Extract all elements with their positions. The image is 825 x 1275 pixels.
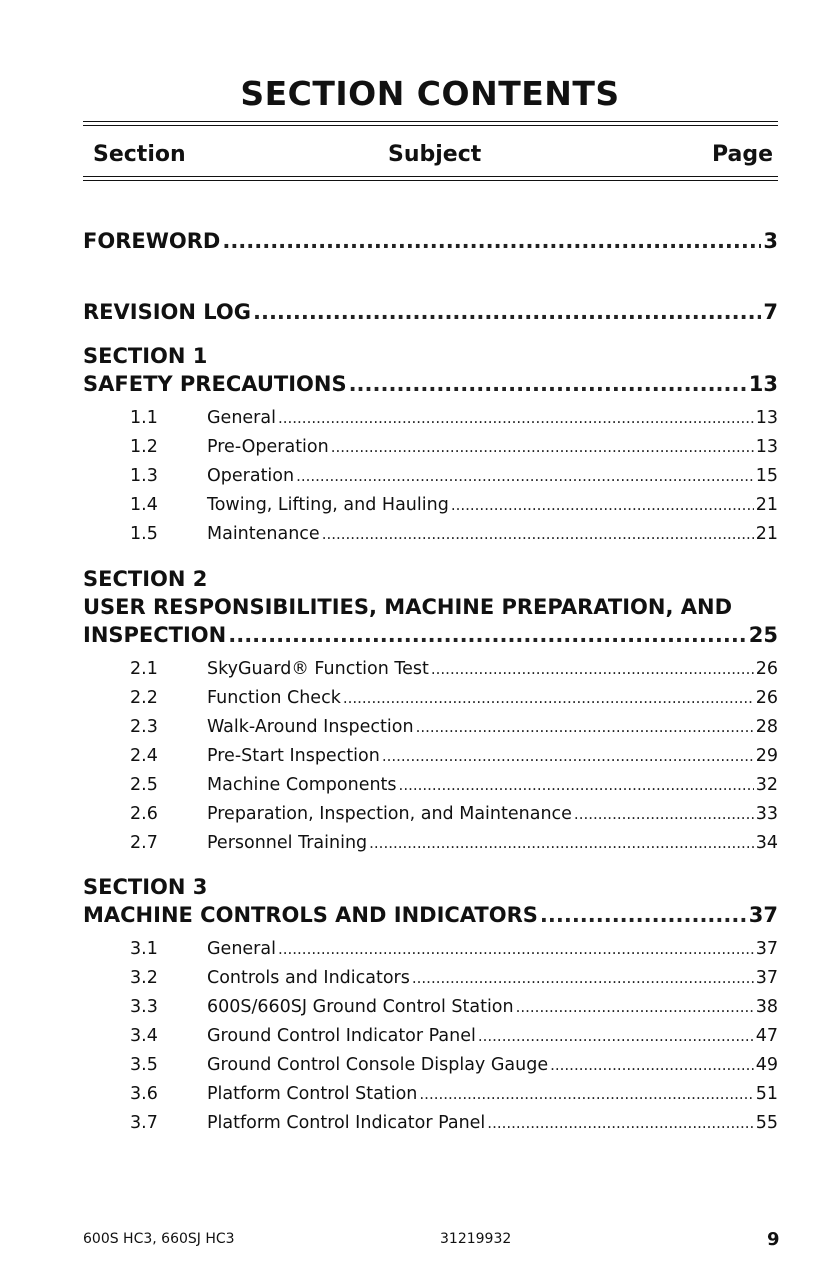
subentry-label: Controls and Indicators <box>207 968 410 988</box>
toc-page-number: 25 <box>748 623 778 647</box>
toc-subentry[interactable] <box>83 935 778 964</box>
toc-subentry[interactable] <box>83 684 778 713</box>
toc-page-number: 3 <box>763 229 778 253</box>
toc-subentry[interactable] <box>83 1109 778 1138</box>
dot-leader <box>296 462 754 491</box>
subentry-label: SkyGuard® Function Test <box>207 659 429 679</box>
subentry-number: 1.3 <box>130 466 158 486</box>
subentry-number: 1.5 <box>130 524 158 544</box>
toc-subentry[interactable] <box>83 800 778 829</box>
dot-leader <box>478 1022 754 1051</box>
toc-subentry[interactable] <box>83 655 778 684</box>
toc-section-3 <box>83 873 778 1138</box>
toc-subentry[interactable] <box>83 520 778 549</box>
section-heading: SECTION 2 <box>83 567 208 591</box>
section-heading: SECTION 1 <box>83 344 208 368</box>
dot-leader <box>322 520 754 549</box>
dot-leader <box>228 621 747 649</box>
footer-models: 600S HC3, 660SJ HC3 <box>83 1231 235 1247</box>
subentry-page: 33 <box>755 804 778 824</box>
dot-leader <box>416 713 754 742</box>
subentry-number: 3.3 <box>130 997 158 1017</box>
subentry-label: Ground Control Indicator Panel <box>207 1026 476 1046</box>
dot-leader <box>278 935 754 964</box>
subentry-number: 3.1 <box>130 939 158 959</box>
toc-subentry[interactable] <box>83 1080 778 1109</box>
subentry-page: 32 <box>755 775 778 795</box>
subentry-page: 13 <box>755 408 778 428</box>
subentry-label: Platform Control Indicator Panel <box>207 1113 486 1133</box>
subentry-page: 37 <box>755 968 778 988</box>
dot-leader <box>574 800 754 829</box>
subentry-page: 55 <box>755 1113 778 1133</box>
subentry-number: 3.5 <box>130 1055 158 1075</box>
toc-subentry[interactable] <box>83 1022 778 1051</box>
subentry-page: 49 <box>755 1055 778 1075</box>
subentry-number: 2.7 <box>130 833 158 853</box>
toc-subentry[interactable] <box>83 993 778 1022</box>
dot-leader <box>343 684 754 713</box>
toc-subentry[interactable] <box>83 964 778 993</box>
toc-subentry[interactable] <box>83 1051 778 1080</box>
subentry-label: Preparation, Inspection, and Maintenance <box>207 804 572 824</box>
section-title-line[interactable] <box>83 621 778 649</box>
subentry-number: 2.4 <box>130 746 158 766</box>
subentry-page: 15 <box>755 466 778 486</box>
subentry-label: General <box>207 939 276 959</box>
subentry-number: 3.4 <box>130 1026 158 1046</box>
footer-page-number: 9 <box>767 1229 780 1250</box>
subentry-page: 21 <box>755 495 778 515</box>
subentry-label: General <box>207 408 276 428</box>
toc-entry-label: REVISION LOG <box>83 300 251 324</box>
subentry-label: Ground Control Console Display Gauge <box>207 1055 549 1075</box>
header-rule-bottom-inner <box>83 180 778 181</box>
subentry-label: Maintenance <box>207 524 320 544</box>
section-title: SAFETY PRECAUTIONS <box>83 372 347 396</box>
toc-subentry[interactable] <box>83 713 778 742</box>
subentry-label: Platform Control Station <box>207 1084 418 1104</box>
toc-section-2 <box>83 565 778 858</box>
toc-subentry[interactable] <box>83 771 778 800</box>
subentry-page: 13 <box>755 437 778 457</box>
toc-subentry[interactable] <box>83 462 778 491</box>
toc-subentry[interactable] <box>83 433 778 462</box>
header-rule-top <box>83 121 778 122</box>
subentry-number: 3.7 <box>130 1113 158 1133</box>
subentry-label: Machine Components <box>207 775 397 795</box>
subentry-number: 2.2 <box>130 688 158 708</box>
footer-doc-number: 31219932 <box>440 1231 512 1247</box>
subentry-page: 51 <box>755 1084 778 1104</box>
dot-leader <box>540 901 747 929</box>
subentry-page: 38 <box>755 997 778 1017</box>
subentry-page: 29 <box>755 746 778 766</box>
toc-foreword[interactable] <box>83 227 778 255</box>
subentry-page: 26 <box>755 688 778 708</box>
subentry-number: 3.2 <box>130 968 158 988</box>
toc-entry-label: FOREWORD <box>83 229 221 253</box>
section-title: MACHINE CONTROLS AND INDICATORS <box>83 903 538 927</box>
dot-leader <box>369 829 754 858</box>
subentry-label: Function Check <box>207 688 341 708</box>
subentry-label: Operation <box>207 466 295 486</box>
subentry-number: 2.5 <box>130 775 158 795</box>
dot-leader <box>331 433 754 462</box>
toc-subentry[interactable] <box>83 491 778 520</box>
subentry-page: 37 <box>755 939 778 959</box>
toc-page-number: 7 <box>763 300 778 324</box>
toc-subentry[interactable] <box>83 829 778 858</box>
page-title: SECTION CONTENTS <box>240 74 620 113</box>
dot-leader <box>399 771 754 800</box>
dot-leader <box>382 742 754 771</box>
dot-leader <box>253 298 761 326</box>
dot-leader <box>451 491 754 520</box>
toc-page-number: 37 <box>748 903 778 927</box>
section-heading: SECTION 3 <box>83 875 208 899</box>
subentry-number: 1.4 <box>130 495 158 515</box>
dot-leader <box>487 1109 753 1138</box>
subentry-label: Towing, Lifting, and Hauling <box>207 495 449 515</box>
dot-leader <box>278 404 754 433</box>
subentry-page: 47 <box>755 1026 778 1046</box>
column-header-section: Section <box>93 142 186 167</box>
section-title-line[interactable] <box>83 370 778 398</box>
dot-leader <box>349 370 747 398</box>
dot-leader <box>516 993 754 1022</box>
dot-leader <box>550 1051 754 1080</box>
toc-section-1 <box>83 342 778 549</box>
dot-leader <box>412 964 754 993</box>
subentry-number: 3.6 <box>130 1084 158 1104</box>
subentry-number: 2.1 <box>130 659 158 679</box>
column-header-page: Page <box>712 142 774 167</box>
subentry-page: 21 <box>755 524 778 544</box>
header-rule-bottom <box>83 176 778 177</box>
subentry-label: Pre-Start Inspection <box>207 746 380 766</box>
subentry-label: Walk-Around Inspection <box>207 717 414 737</box>
subentry-number: 2.6 <box>130 804 158 824</box>
column-header-subject: Subject <box>388 142 482 167</box>
dot-leader <box>222 227 761 255</box>
subentry-label: Pre-Operation <box>207 437 329 457</box>
dot-leader <box>431 655 754 684</box>
subentry-page: 28 <box>755 717 778 737</box>
toc-subentry[interactable] <box>83 742 778 771</box>
toc-revision-log[interactable] <box>83 298 778 326</box>
subentry-label: Personnel Training <box>207 833 368 853</box>
dot-leader <box>419 1080 753 1109</box>
section-title-line2: INSPECTION <box>83 623 227 647</box>
subentry-page: 34 <box>755 833 778 853</box>
subentry-label: 600S/660SJ Ground Control Station <box>207 997 514 1017</box>
subentry-number: 1.1 <box>130 408 158 428</box>
header-rule-top-inner <box>83 125 778 126</box>
section-title-line1: USER RESPONSIBILITIES, MACHINE PREPARATION, AND <box>83 595 733 619</box>
toc-page-number: 13 <box>748 372 778 396</box>
subentry-page: 26 <box>755 659 778 679</box>
toc-subentry[interactable] <box>83 404 778 433</box>
subentry-number: 1.2 <box>130 437 158 457</box>
section-title-line[interactable] <box>83 901 778 929</box>
subentry-number: 2.3 <box>130 717 158 737</box>
